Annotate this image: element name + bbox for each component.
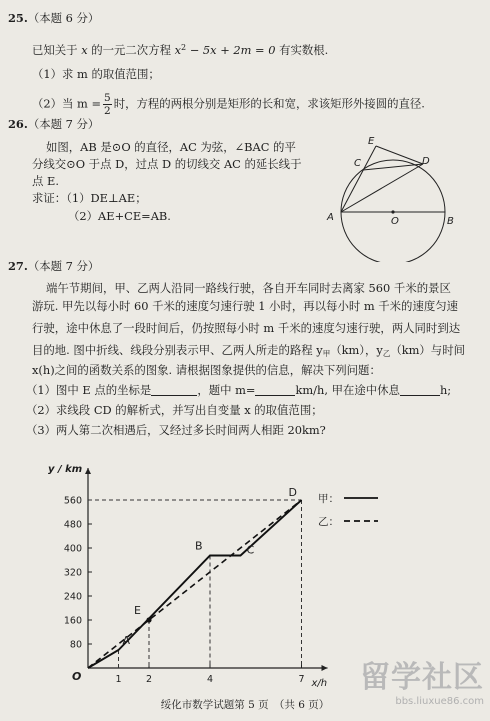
- page-footer: 绥化市数学试题第 5 页 （共 6 页）: [160, 699, 330, 711]
- q25-stem: [32, 40, 328, 58]
- label-b: B: [447, 216, 454, 227]
- q26-prove2: （2）AE+CE=AB.: [68, 209, 171, 223]
- q27-sub-jia: 甲: [322, 349, 331, 358]
- q25-stem-text-c: 有实数根.: [275, 43, 329, 57]
- q27-line3: 行驶，途中休息了一段时间后，仍按照每小时 m 千米的速度匀速行驶，两人同时到达: [32, 321, 461, 335]
- y-tick-label: 560: [63, 495, 82, 507]
- q25-eq-x: x: [174, 43, 182, 57]
- q27-part3: （3）两人第二次相遇后，又经过多长时间两人相距 20km?: [26, 423, 326, 437]
- q25-header: [8, 10, 99, 26]
- y-axis-label: y / km: [48, 464, 83, 475]
- y-axis-arrow: [85, 468, 91, 474]
- q25-var-x: x: [81, 43, 88, 57]
- label-e: E: [368, 136, 375, 147]
- watermark-url: bbs.liuxue86.com: [395, 696, 484, 707]
- q26-line3: 点 E.: [32, 174, 59, 188]
- q27-part1-text-b: ，题中 m=: [197, 383, 256, 397]
- q26-line2: 分线交⊙O 于点 D，过点 D 的切线交 AC 的延长线于: [32, 157, 302, 171]
- series-line-yi: [88, 500, 302, 668]
- label-c: C: [354, 158, 361, 169]
- y-tick-label: 400: [63, 543, 82, 555]
- q25-score: （本题 6 分）: [27, 11, 100, 25]
- q25-stem-text-a: 已知关于: [32, 43, 82, 57]
- legend-label: 甲：: [318, 493, 339, 505]
- point-label-c: C: [246, 543, 255, 557]
- y-tick-label: 240: [63, 591, 82, 603]
- q25-part2-text-b: 时，方程的两根分别是矩形的长和宽，求该矩形外接圆的直径.: [113, 96, 425, 111]
- q25-part2-text-a: （2）当 m =: [32, 96, 102, 111]
- answer-blank-rest[interactable]: [400, 384, 440, 396]
- q26-number: 26.: [8, 117, 28, 131]
- q25-eq-rest: − 5x + 2m = 0: [186, 43, 276, 57]
- y-tick-label: 480: [63, 519, 82, 531]
- q26-line1: 如图，AB 是⊙O 的直径，AC 为弦，∠BAC 的平: [46, 140, 296, 154]
- watermark-logo-text: 留学社区: [360, 660, 484, 695]
- q27-part2: （2）求线段 CD 的解析式，并写出自变量 x 的取值范围；: [26, 403, 323, 417]
- y-tick-label: 320: [63, 567, 82, 579]
- q27-part1-text-a: （1）图中 E 点的坐标是: [26, 383, 152, 397]
- q27-line1: 端午节期间，甲、乙两人沿同一路线行驶，各自开车同时去离家 560 千米的景区: [46, 281, 451, 295]
- distance-time-chart: [0, 428, 420, 694]
- point-label-e: E: [134, 604, 141, 617]
- q26-prove1: 求证：（1）DE⊥AE；: [32, 191, 147, 205]
- x-tick-label: 7: [298, 674, 305, 685]
- q25-part1: （1）求 m 的取值范围；: [32, 67, 160, 81]
- watermark: [360, 652, 484, 707]
- q25-number: 25.: [8, 11, 28, 25]
- y-tick-label: 160: [63, 615, 82, 627]
- x-tick-label: 1: [115, 674, 122, 685]
- q27-line4-text-b: （km），y: [330, 343, 383, 357]
- x-axis-label: x/h: [311, 678, 328, 689]
- q26-circle-figure: [318, 132, 478, 262]
- q25-frac-num: 5: [104, 92, 111, 104]
- q27-score: （本题 7 分）: [27, 259, 100, 273]
- q25-frac-den: 2: [104, 105, 111, 117]
- q26-score: （本题 7 分）: [27, 117, 100, 131]
- q27-part1-text-c: km/h, 甲在途中休息: [295, 383, 400, 397]
- point-e-dot: [146, 617, 151, 622]
- q25-fraction: [103, 92, 112, 117]
- q27-line4-text-c: （km）与时间: [390, 343, 465, 357]
- x-tick-label: 4: [206, 674, 214, 685]
- legend-label: 乙：: [318, 516, 339, 528]
- q27-number: 27.: [8, 259, 28, 273]
- q26-header: [8, 116, 99, 132]
- x-tick-label: 2: [145, 674, 153, 685]
- origin-label: O: [72, 670, 82, 683]
- point-label-d: D: [288, 486, 297, 499]
- q27-header: [8, 258, 99, 274]
- label-d: D: [422, 156, 430, 167]
- q27-line4: [32, 342, 465, 362]
- center-dot: [391, 210, 394, 213]
- q27-part1-text-d: h;: [439, 383, 452, 397]
- q27-line2: 游玩. 甲先以每小时 60 千米的速度匀速行驶 1 小时，再以每小时 m 千米的速度匀速: [32, 299, 459, 313]
- answer-blank-e[interactable]: [151, 384, 197, 396]
- q25-part2: [32, 92, 425, 117]
- q27-part1: [26, 382, 451, 398]
- point-label-b: B: [195, 539, 203, 553]
- y-tick-label: 80: [69, 639, 82, 651]
- q25-eq-exponent: 2: [181, 43, 187, 52]
- q27-line4-text-a: 目的地. 图中折线、线段分别表示甲、乙两人所走的路程 y: [32, 343, 323, 357]
- answer-blank-m[interactable]: [255, 384, 295, 396]
- q25-stem-text-b: 的一元二次方程: [87, 43, 175, 57]
- q27-sub-yi: 乙: [382, 349, 391, 358]
- point-label-a: A: [122, 634, 131, 647]
- q27-line5: x(h)之间的函数关系的图象. 请根据图象提供的信息，解决下列问题：: [32, 363, 381, 377]
- label-a: A: [327, 212, 334, 223]
- label-o: O: [391, 216, 399, 227]
- x-axis-arrow: [322, 665, 328, 671]
